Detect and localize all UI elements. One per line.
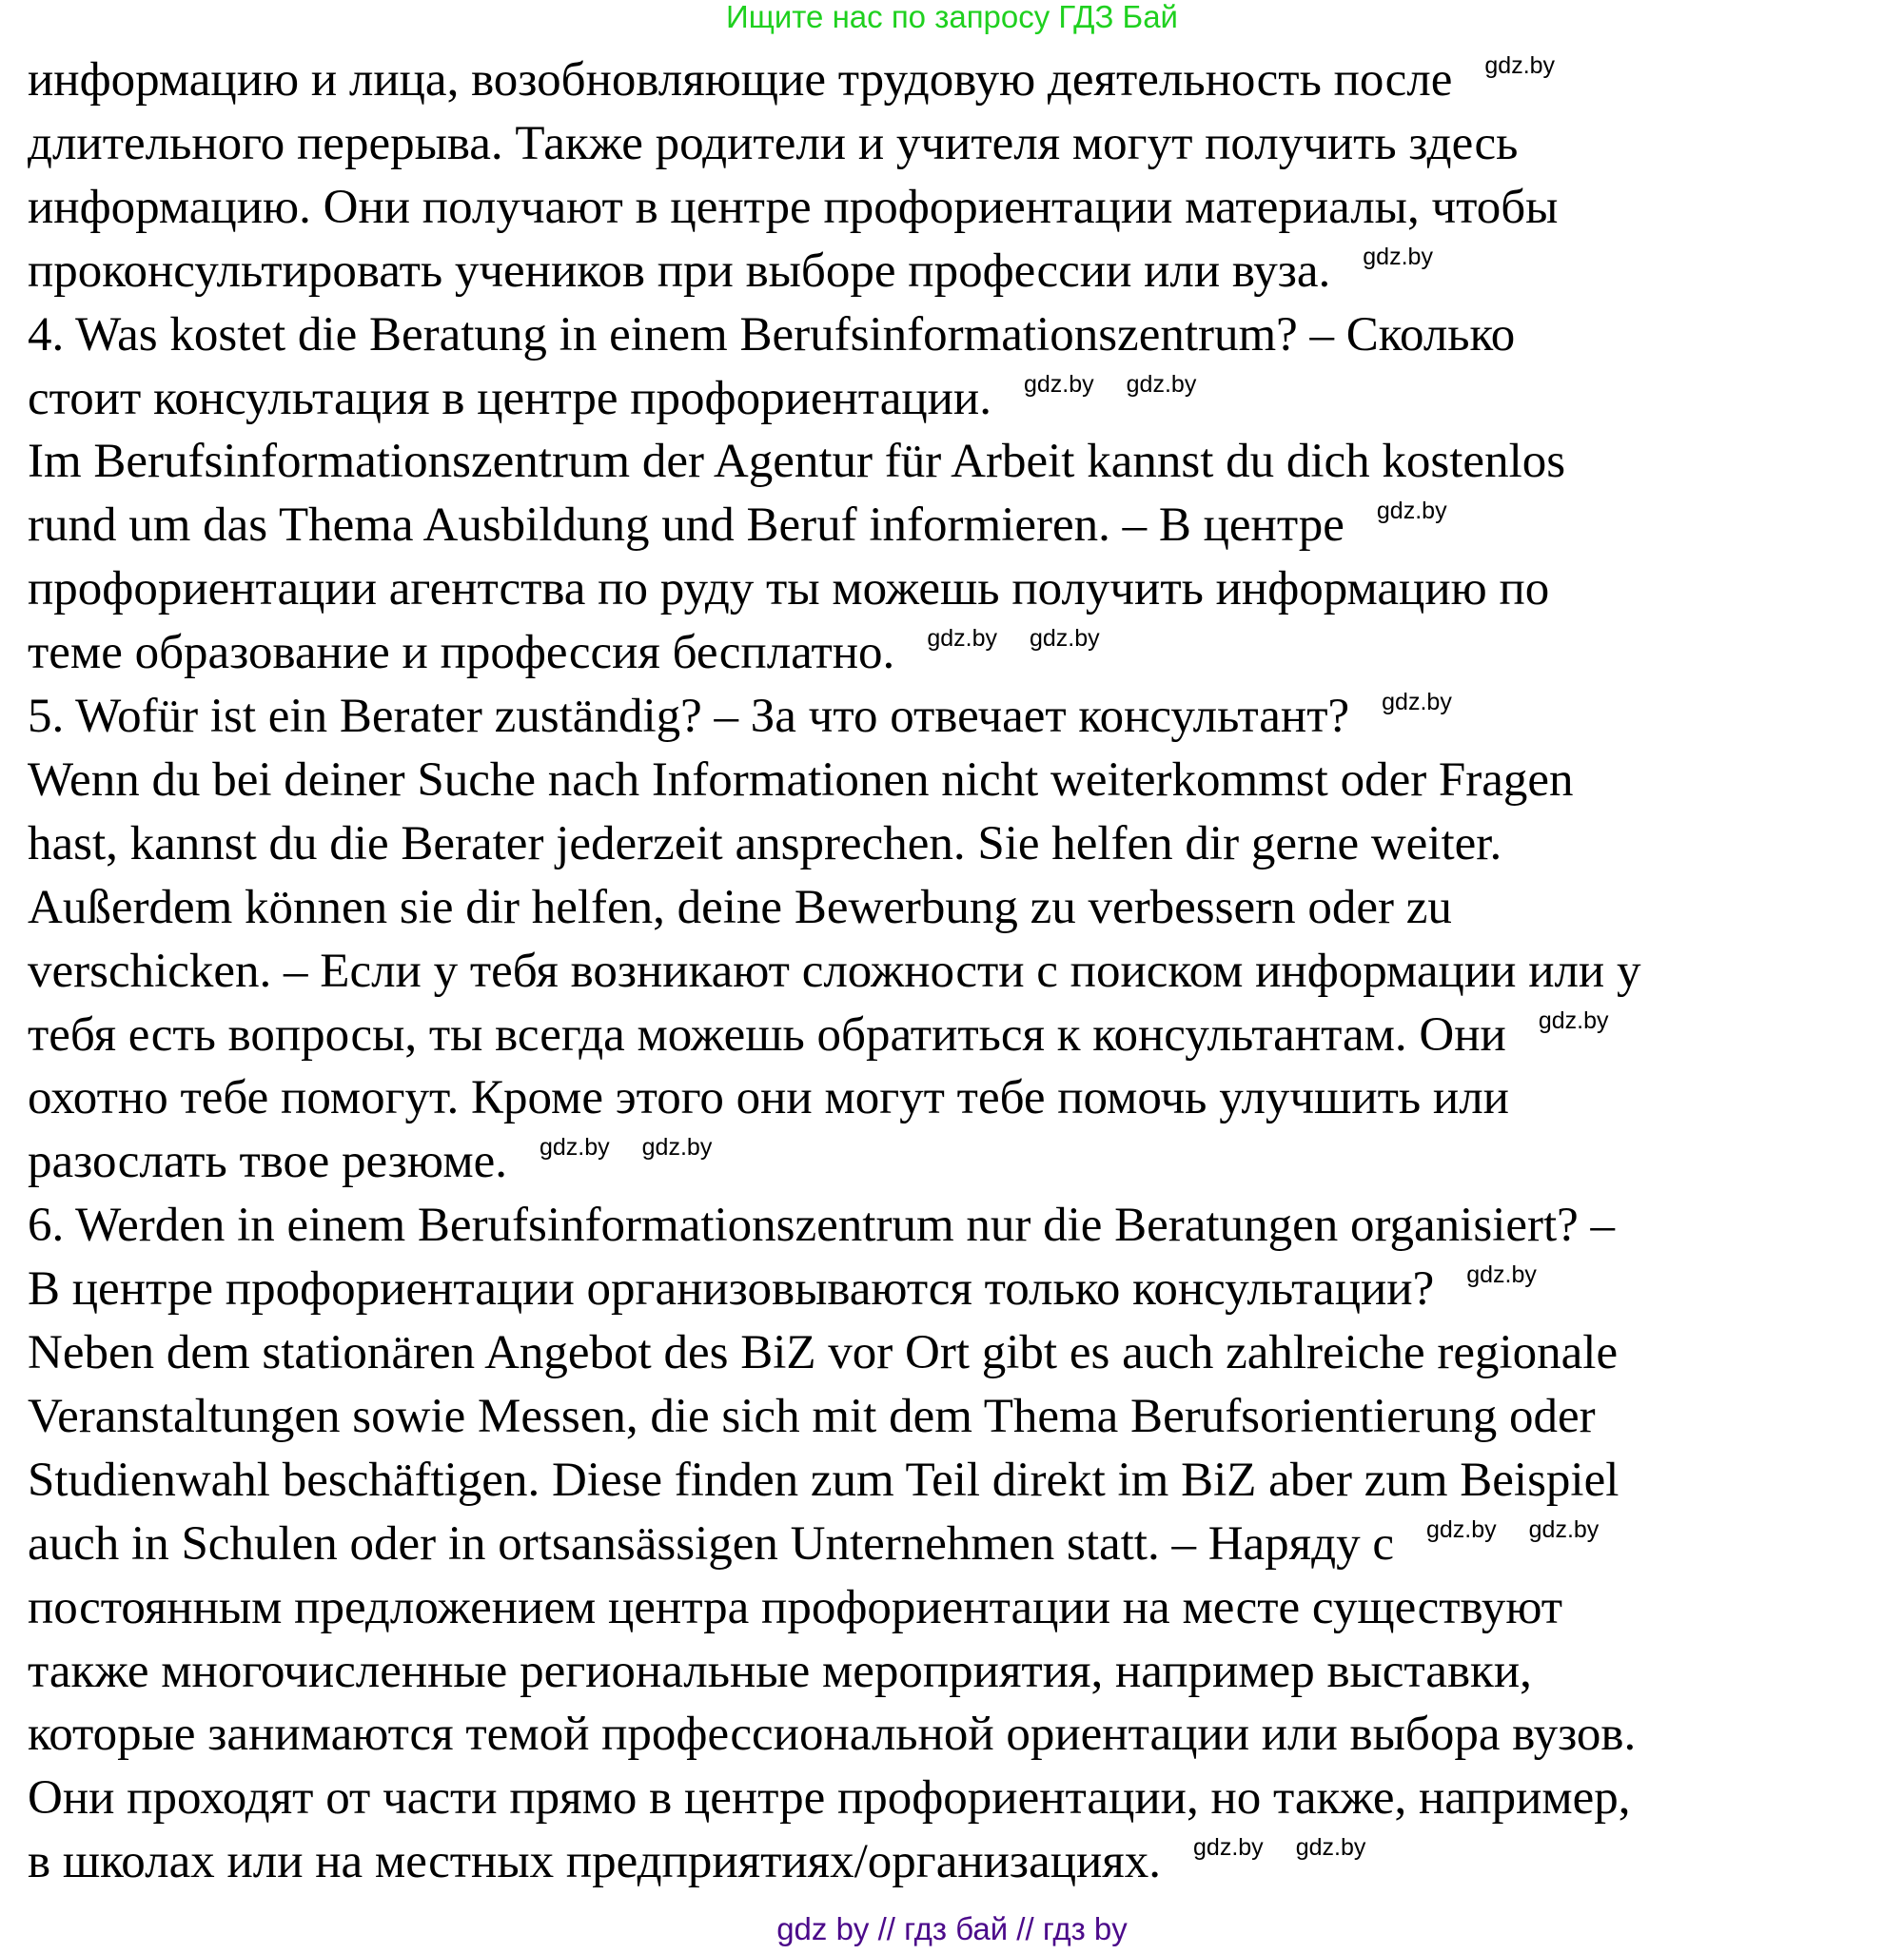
text-line-content: Außerdem können sie dir helfen, deine Bewerbung zu verbessern oder zu: [28, 880, 1452, 934]
text-line: [28, 433, 1565, 490]
text-line-content: информацию и лица, возобновляющие трудовую деятельность после: [28, 53, 1453, 107]
text-line: [28, 1069, 1509, 1126]
text-line-content: разослать твое резюме.: [28, 1135, 507, 1189]
text-line: [28, 115, 1518, 172]
watermark: gdz.by: [539, 1134, 610, 1162]
text-line-content: Im Berufsinformationszentrum der Agentur für Arbeit kannst du dich kostenlos: [28, 435, 1566, 489]
watermark: gdz.by: [1363, 243, 1433, 270]
text-line-content: тебя есть вопросы, ты всегда можешь обратиться к консультантам. Они: [28, 1007, 1506, 1062]
text-line: [28, 560, 1549, 617]
text-line: [28, 1833, 1365, 1890]
text-line-content: auch in Schulen oder in ortsansässigen Unternehmen statt. – Наряду с: [28, 1516, 1394, 1571]
text-line-content: профориентации агентства по руду ты можешь получить информацию по: [28, 562, 1550, 616]
text-line-content: стоит консультация в центре профориентации.: [28, 371, 991, 425]
watermark: gdz.by: [1528, 1515, 1600, 1543]
text-line-content: теме образование и профессия бесплатно.: [28, 626, 895, 680]
text-line-content: В центре профориентации организовываются только консультации?: [28, 1262, 1435, 1317]
watermark: gdz.by: [1466, 1261, 1537, 1289]
text-line-content: постоянным предложением центра профориентации на месте существуют: [28, 1580, 1563, 1634]
watermark: gdz.by: [1023, 370, 1094, 398]
text-line: [28, 815, 1502, 872]
text-line: [28, 1769, 1631, 1827]
text-line: [28, 243, 1433, 300]
text-line-content: Neben dem stationären Angebot des BiZ vor Ort gibt es auch zahlreiche regionale: [28, 1326, 1619, 1379]
text-line: [28, 879, 1452, 936]
text-line: [28, 179, 1558, 236]
text-line-content: verschicken. – Если у тебя возникают сложности с поиском информации или у: [28, 944, 1641, 998]
text-line-content: в школах или на местных предприятиях/организациях.: [28, 1835, 1162, 1889]
text-line: [28, 752, 1574, 809]
text-line: [28, 1388, 1596, 1445]
footer-banner: gdz by // гдз бай // гдз by: [776, 1911, 1128, 1946]
search-hint-banner: Ищите нас по запросу ГДЗ Бай: [726, 0, 1178, 34]
text-line: [28, 1260, 1537, 1318]
text-line-content: которые занимаются темой профессиональной ориентации или выбора вузов.: [28, 1708, 1637, 1762]
text-line: [28, 1643, 1532, 1700]
watermark: gdz.by: [1126, 370, 1197, 398]
text-line: [28, 1579, 1562, 1636]
watermark: gdz.by: [1295, 1834, 1366, 1862]
watermark: gdz.by: [1193, 1834, 1264, 1862]
text-line-content: длительного перерыва. Также родители и учителя могут получить здесь: [28, 116, 1519, 170]
text-line: [28, 306, 1515, 363]
text-line-content: 5. Wofür ist ein Berater zuständig? – За что отвечает консультант?: [28, 690, 1350, 743]
text-line: [28, 1706, 1636, 1763]
text-line: [28, 497, 1447, 554]
text-line-content: 6. Werden in einem Berufsinformationszentrum nur die Beratungen organisiert? –: [28, 1199, 1616, 1253]
text-line-content: также многочисленные региональные мероприятия, например выставки,: [28, 1644, 1532, 1698]
text-line-content: 4. Was kostet die Beratung in einem Berufsinformationszentrum? – Сколько: [28, 307, 1516, 361]
text-line-content: проконсультировать учеников при выборе профессии или вуза.: [28, 244, 1331, 298]
text-line-content: охотно тебе помогут. Кроме этого они могут тебе помочь улучшить или: [28, 1071, 1509, 1125]
text-line: [28, 370, 1196, 427]
text-line: [28, 1006, 1609, 1064]
text-line-content: Wenn du bei deiner Suche nach Informationen nicht weiterkommst oder Fragen: [28, 752, 1574, 807]
text-line: [28, 624, 1100, 681]
watermark: gdz.by: [1538, 1006, 1609, 1034]
text-line-content: Studienwahl beschäftigen. Diese finden zum Teil direkt im BiZ aber zum Beispiel: [28, 1453, 1619, 1507]
watermark: gdz.by: [641, 1134, 713, 1162]
text-line: [28, 51, 1555, 108]
text-line-content: Они проходят от части прямо в центре профориентации, но также, например,: [28, 1771, 1631, 1826]
watermark: gdz.by: [1376, 498, 1447, 525]
text-line: [28, 1324, 1618, 1381]
text-line-content: Veranstaltungen sowie Messen, die sich mit dem Thema Berufsorientierung oder: [28, 1389, 1596, 1443]
text-line: [28, 943, 1640, 1000]
watermark: gdz.by: [1029, 625, 1100, 653]
text-line: [28, 1133, 712, 1190]
watermark: gdz.by: [1425, 1515, 1497, 1543]
text-line: [28, 688, 1452, 745]
watermark: gdz.by: [1382, 689, 1452, 715]
watermark: gdz.by: [927, 625, 997, 653]
text-line-content: rund um das Thema Ausbildung und Beruf informieren. – В центре: [28, 498, 1345, 553]
text-line-content: hast, kannst du die Berater jederzeit ansprechen. Sie helfen dir gerne weiter.: [28, 816, 1502, 870]
text-line: [28, 1515, 1599, 1573]
text-line: [28, 1452, 1619, 1509]
watermark: gdz.by: [1484, 52, 1556, 79]
text-line: [28, 1197, 1615, 1254]
text-line-content: информацию. Они получают в центре профориентации материалы, чтобы: [28, 180, 1559, 234]
